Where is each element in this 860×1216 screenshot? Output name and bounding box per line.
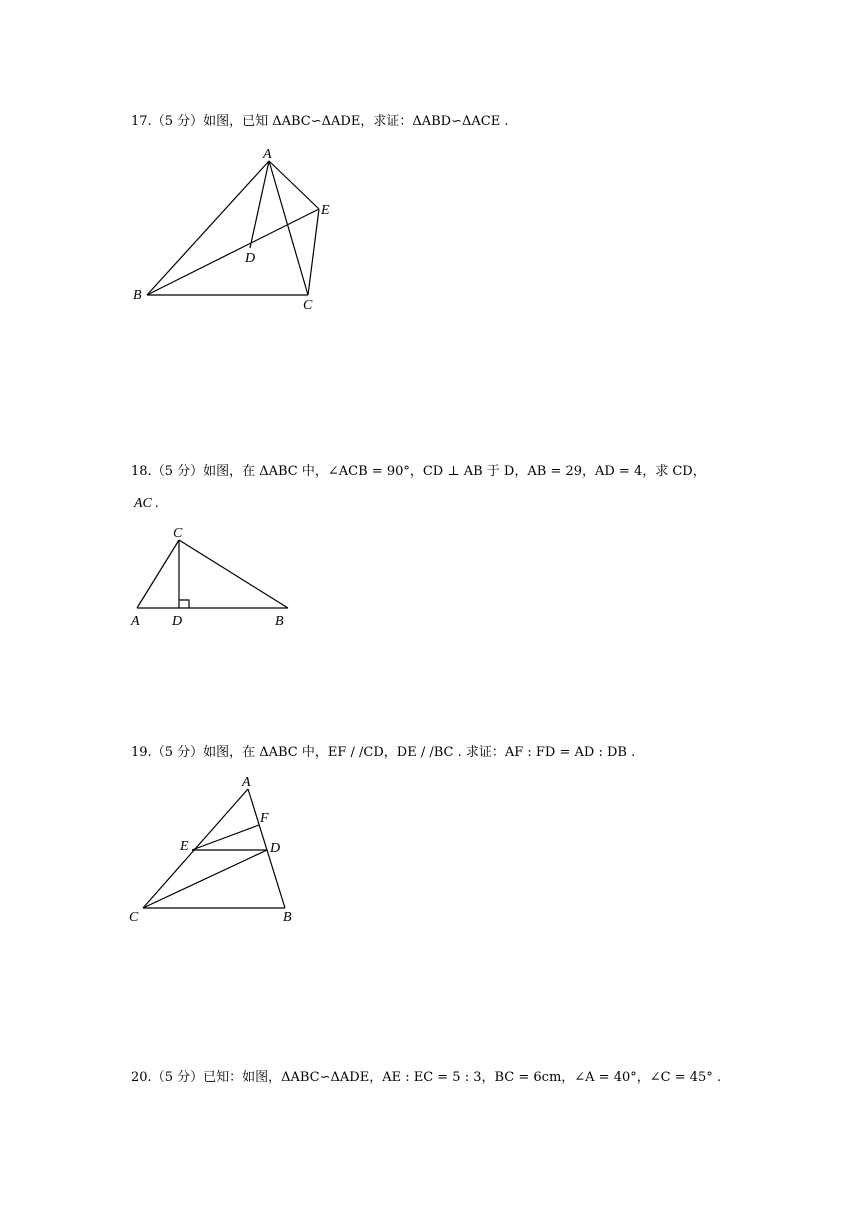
segment-AC [137, 540, 179, 608]
segment-CB [179, 540, 288, 608]
problem-text: 如图，在 ΔABC 中，∠ACB = 90°，CD ⊥ AB 于 D，AB = 29，AD = 4，求 CD， [203, 464, 706, 479]
segment-EC [308, 209, 319, 295]
problem-number: 20. [131, 1070, 152, 1085]
segment-AB [147, 161, 269, 295]
figure-18 [128, 525, 298, 635]
problem-score: （5 分） [151, 464, 204, 479]
problem-text: 如图，已知 ΔABC∽ΔADE，求证：ΔABD∽ΔACE . [203, 114, 509, 129]
label-A: A [242, 775, 251, 790]
label-E: E [180, 839, 189, 854]
label-F: F [260, 811, 269, 826]
label-D: D [270, 841, 281, 856]
label-C: C [303, 298, 313, 313]
problem-number: 19. [131, 745, 152, 760]
label-B: B [283, 910, 292, 925]
problem-score: （5 分） [151, 114, 204, 129]
problem-score: （5 分） [151, 1070, 204, 1085]
problem-text: 如图，在 ΔABC 中，EF / /CD，DE / /BC . 求证：AF : FD = AD : DB . [203, 745, 636, 760]
figure-17 [130, 145, 340, 315]
problem-score: （5 分） [151, 745, 204, 760]
problem-number: 18. [131, 464, 152, 479]
segment-BE [147, 209, 319, 295]
label-C: C [173, 526, 183, 541]
segment-AC [269, 161, 308, 295]
label-E: E [321, 203, 330, 218]
label-D: D [172, 614, 183, 629]
label-D: D [245, 251, 256, 266]
problem-number: 17. [131, 114, 152, 129]
problem-18-continuation: AC . [134, 496, 159, 511]
problem-20 [131, 1068, 721, 1088]
problem-text: 已知：如图，ΔABC∽ΔADE，AE : EC = 5 : 3，BC = 6cm，∠A = 40°，∠C = 45° . [203, 1070, 722, 1085]
label-A: A [263, 147, 272, 162]
problem-18 [131, 462, 706, 482]
figure-19 [125, 775, 305, 925]
label-B: B [133, 288, 142, 303]
label-B: B [275, 614, 284, 629]
problem-17 [131, 112, 508, 132]
segment-CD [143, 850, 267, 908]
segment-EF [192, 825, 259, 850]
right-angle-mark [179, 600, 189, 608]
label-A: A [131, 614, 140, 629]
label-C: C [129, 910, 139, 925]
problem-19 [131, 743, 635, 763]
